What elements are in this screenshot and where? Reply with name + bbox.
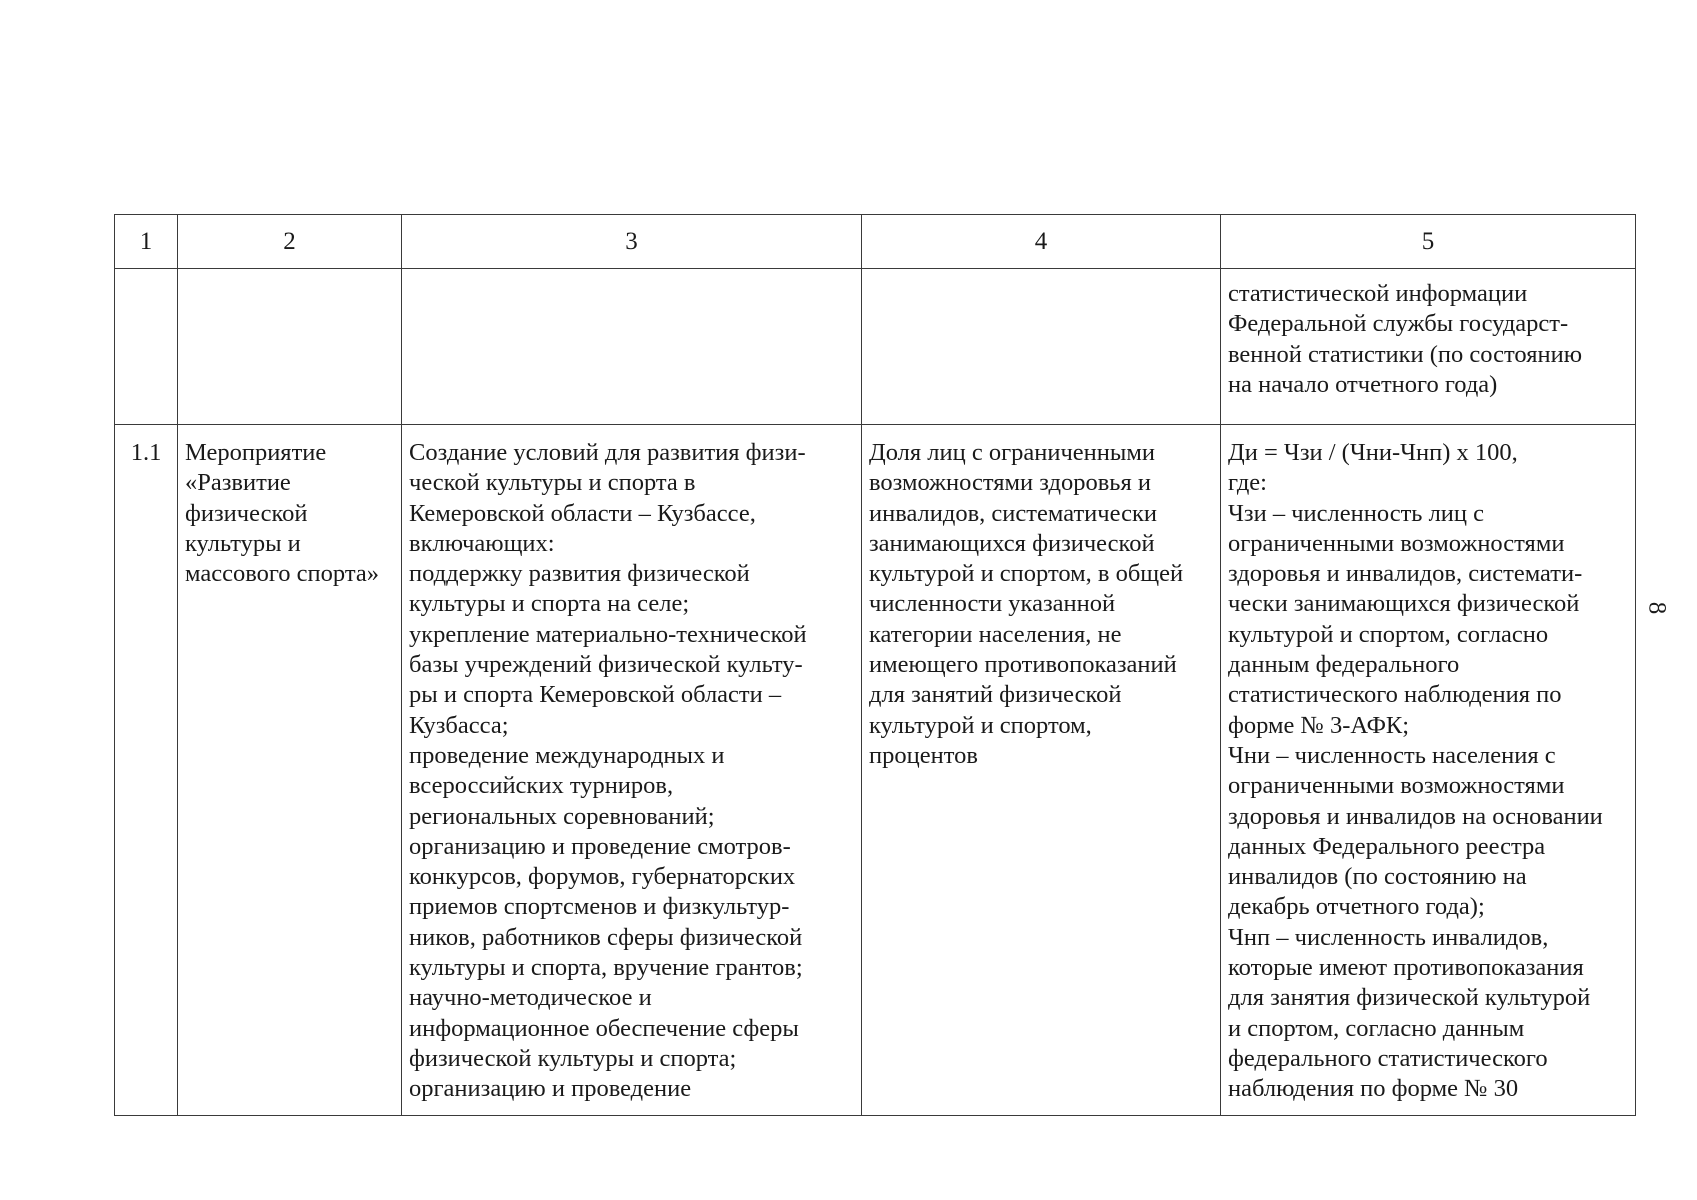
header-col-2: 2: [178, 215, 402, 269]
header-col-5: 5: [1221, 215, 1636, 269]
event-cell: [178, 425, 402, 1116]
indicator-table: [114, 214, 1636, 1116]
continuation-cell-5: [1221, 269, 1636, 425]
statistics-source-text: статистической информации Федеральной службы государст- венной статистики (по состоянию на начало отчетного года): [1228, 280, 1582, 398]
formula-cell: [1221, 425, 1636, 1116]
row-number: 1.1: [130, 439, 162, 466]
event-title: Мероприятие «Развитие физической культуры и массового спорта»: [185, 439, 379, 588]
row-number-cell: [115, 425, 178, 1116]
header-col-1: 1: [115, 215, 178, 269]
header-row: [115, 215, 1636, 269]
continuation-row: [115, 269, 1636, 425]
description-cell: [402, 425, 862, 1116]
continuation-cell-3: [402, 269, 862, 425]
indicator-formula: Ди = Чзи / (Чни-Чнп) х 100, где: Чзи – численность лиц с ограниченными возможностями здоровья и инвалидов, системати- чески занимающихся физической культурой и спортом, согласно данным федерального статистического наблюдения по форме № 3-АФК; Чни – численность населения с ограниченными возможностями здоровья и инвалидов на основании данных Федерального реестра инвалидов (по состоянию на декабрь отчетного года); Чнп – численность инвалидов, которые имеют противопоказания для занятия физической культурой и спортом, согласно данным федерального статистического наблюдения по форме № 30: [1228, 439, 1603, 1103]
continuation-cell-4: [862, 269, 1221, 425]
event-description: Создание условий для развития физи- ческой культуры и спорта в Кемеровской области – Кузбассе, включающих: поддержку развития физической культуры и спорта на селе; укрепление материально-технической базы учреждений физической культу- ры и спорта Кемеровской области – Кузбасса; проведение международных и всероссийских турниров, региональных соревнований; организацию и проведение смотров- конкурсов, форумов, губернаторских приемов спортсменов и физкультур- ников, работников сферы физической культуры и спорта, вручение грантов; научно-методическое и информационное обеспечение сферы физической культуры и спорта; организацию и проведение: [409, 439, 807, 1103]
continuation-cell-1: [115, 269, 178, 425]
indicator-name: Доля лиц с ограниченными возможностями здоровья и инвалидов, систематически занимающихся физической культурой и спортом, в общей численности указанной категории населения, не имеющего противопоказаний для занятий физической культурой и спортом, процентов: [869, 439, 1184, 769]
header-col-3: 3: [402, 215, 862, 269]
header-col-4: 4: [862, 215, 1221, 269]
table-row-1-1: [115, 425, 1636, 1116]
page-number: 8: [1643, 601, 1671, 615]
indicator-cell: [862, 425, 1221, 1116]
continuation-cell-2: [178, 269, 402, 425]
